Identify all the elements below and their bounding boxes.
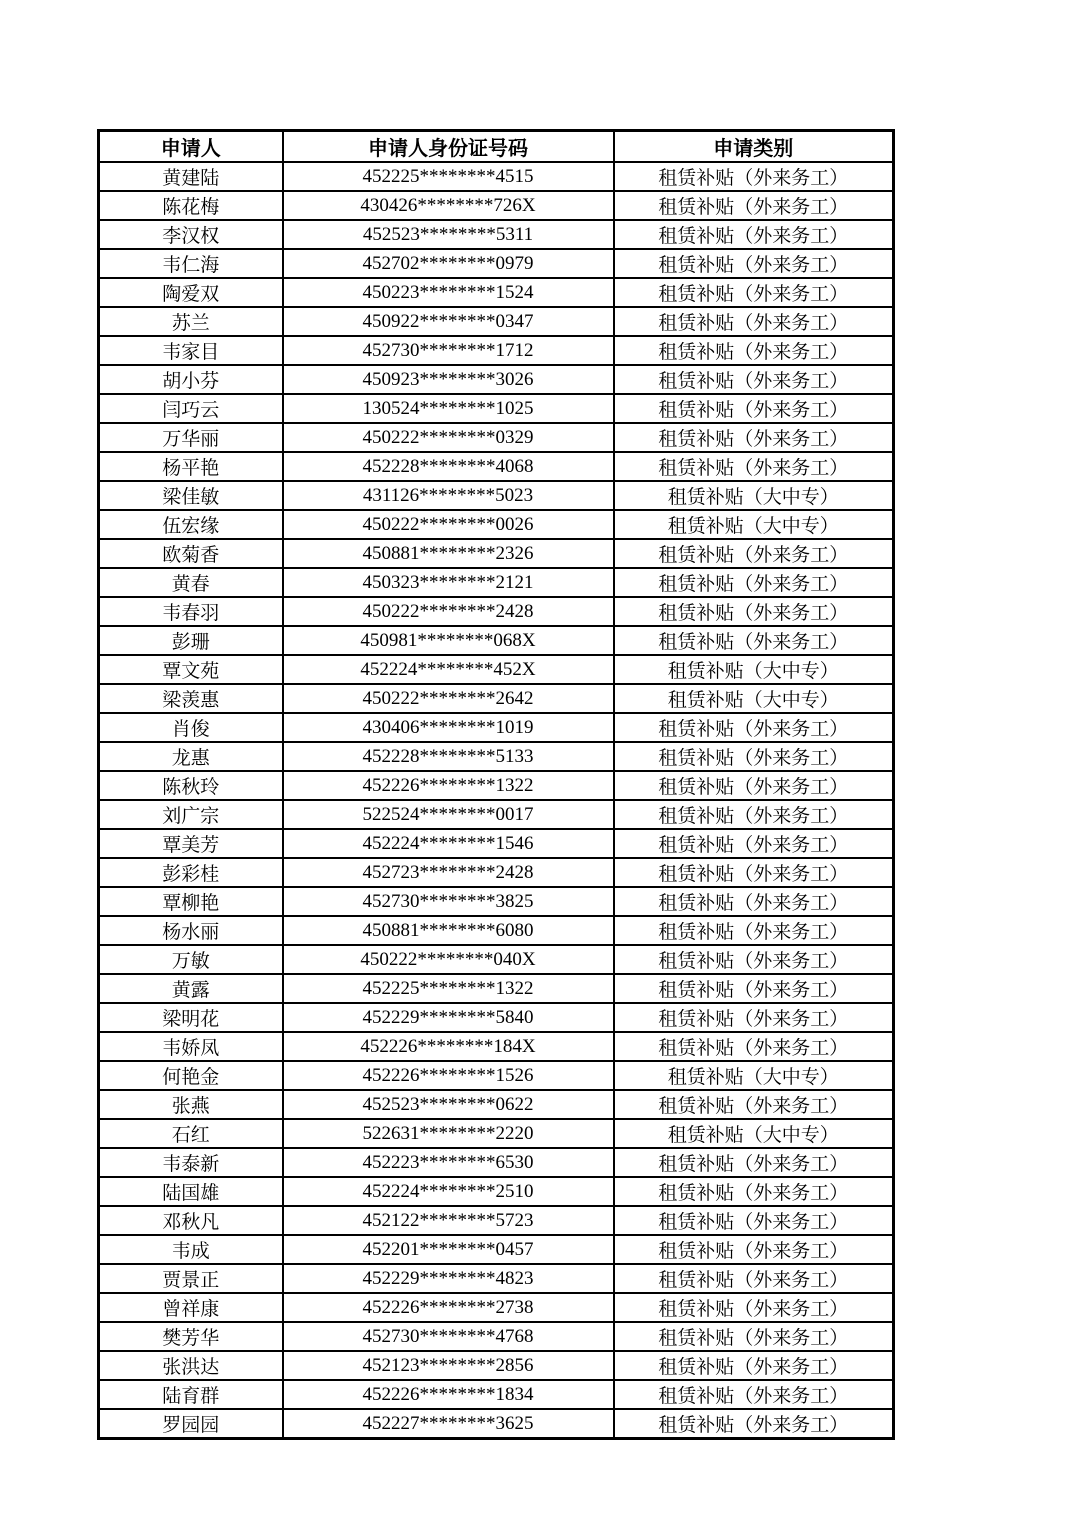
category-cell: 租赁补贴（外来务工）	[614, 365, 894, 394]
category-cell: 租赁补贴（外来务工）	[614, 1148, 894, 1177]
applicant-name-cell: 韦仁海	[99, 249, 283, 278]
table-row	[99, 800, 894, 829]
table-row	[99, 771, 894, 800]
applicant-name-cell: 邓秋凡	[99, 1206, 283, 1235]
applicant-name-cell: 覃柳艳	[99, 887, 283, 916]
applicant-name-cell: 李汉权	[99, 220, 283, 249]
table-row	[99, 713, 894, 742]
table-row	[99, 945, 894, 974]
category-cell: 租赁补贴（外来务工）	[614, 1264, 894, 1293]
applicant-name-cell: 苏兰	[99, 307, 283, 336]
id-number-cell: 452225********4515	[283, 162, 614, 191]
id-number-cell: 452225********1322	[283, 974, 614, 1003]
table-row	[99, 249, 894, 278]
table-row	[99, 974, 894, 1003]
applicant-name-cell: 石红	[99, 1119, 283, 1148]
applicant-name-cell: 韦春羽	[99, 597, 283, 626]
applicant-name-cell: 彭珊	[99, 626, 283, 655]
applicant-name-cell: 张燕	[99, 1090, 283, 1119]
applicant-name-cell: 陆育群	[99, 1380, 283, 1409]
id-number-cell: 452224********2510	[283, 1177, 614, 1206]
category-cell: 租赁补贴（外来务工）	[614, 1293, 894, 1322]
category-cell: 租赁补贴（外来务工）	[614, 597, 894, 626]
category-cell: 租赁补贴（外来务工）	[614, 568, 894, 597]
applicant-name-cell: 梁羡惠	[99, 684, 283, 713]
id-number-cell: 452723********2428	[283, 858, 614, 887]
applicant-name-cell: 万敏	[99, 945, 283, 974]
table-row	[99, 365, 894, 394]
table-row	[99, 307, 894, 336]
id-number-cell: 450881********2326	[283, 539, 614, 568]
applicant-name-cell: 黄建陆	[99, 162, 283, 191]
category-cell: 租赁补贴（外来务工）	[614, 1003, 894, 1032]
category-cell: 租赁补贴（外来务工）	[614, 1322, 894, 1351]
table-row	[99, 887, 894, 916]
id-number-cell: 452122********5723	[283, 1206, 614, 1235]
category-cell: 租赁补贴（外来务工）	[614, 1090, 894, 1119]
applicant-name-cell: 黄露	[99, 974, 283, 1003]
table-row	[99, 1003, 894, 1032]
category-cell: 租赁补贴（大中专）	[614, 1061, 894, 1090]
applicant-name-cell: 闫巧云	[99, 394, 283, 423]
category-cell: 租赁补贴（大中专）	[614, 655, 894, 684]
category-cell: 租赁补贴（大中专）	[614, 481, 894, 510]
category-cell: 租赁补贴（外来务工）	[614, 771, 894, 800]
category-cell: 租赁补贴（外来务工）	[614, 394, 894, 423]
header-applicant: 申请人	[99, 131, 283, 163]
applicant-name-cell: 彭彩桂	[99, 858, 283, 887]
table-row	[99, 1380, 894, 1409]
id-number-cell: 450923********3026	[283, 365, 614, 394]
category-cell: 租赁补贴（外来务工）	[614, 336, 894, 365]
table-row	[99, 162, 894, 191]
header-row	[99, 131, 894, 163]
table-row	[99, 858, 894, 887]
table-row	[99, 1235, 894, 1264]
category-cell: 租赁补贴（外来务工）	[614, 452, 894, 481]
applicants-table	[97, 129, 895, 1440]
applicant-name-cell: 覃美芳	[99, 829, 283, 858]
table-row	[99, 1322, 894, 1351]
table-row	[99, 655, 894, 684]
category-cell: 租赁补贴（外来务工）	[614, 1032, 894, 1061]
applicant-name-cell: 曾祥康	[99, 1293, 283, 1322]
table-row	[99, 452, 894, 481]
table-row	[99, 568, 894, 597]
category-cell: 租赁补贴（外来务工）	[614, 713, 894, 742]
id-number-cell: 452226********1322	[283, 771, 614, 800]
table-row	[99, 1119, 894, 1148]
id-number-cell: 450222********2642	[283, 684, 614, 713]
id-number-cell: 450881********6080	[283, 916, 614, 945]
applicant-name-cell: 罗园园	[99, 1409, 283, 1439]
id-number-cell: 450222********0329	[283, 423, 614, 452]
table-row	[99, 1351, 894, 1380]
table-header	[99, 131, 894, 163]
applicant-name-cell: 胡小芬	[99, 365, 283, 394]
id-number-cell: 452223********6530	[283, 1148, 614, 1177]
category-cell: 租赁补贴（外来务工）	[614, 278, 894, 307]
applicant-name-cell: 韦娇凤	[99, 1032, 283, 1061]
table-row	[99, 1148, 894, 1177]
id-number-cell: 452226********2738	[283, 1293, 614, 1322]
table-row	[99, 1032, 894, 1061]
applicant-name-cell: 杨平艳	[99, 452, 283, 481]
applicant-name-cell: 何艳金	[99, 1061, 283, 1090]
table-row	[99, 394, 894, 423]
applicant-name-cell: 张洪达	[99, 1351, 283, 1380]
applicant-name-cell: 陆国雄	[99, 1177, 283, 1206]
table-row	[99, 1061, 894, 1090]
table-row	[99, 423, 894, 452]
table-row	[99, 597, 894, 626]
category-cell: 租赁补贴（外来务工）	[614, 858, 894, 887]
id-number-cell: 452229********5840	[283, 1003, 614, 1032]
id-number-cell: 452702********0979	[283, 249, 614, 278]
id-number-cell: 452730********1712	[283, 336, 614, 365]
category-cell: 租赁补贴（外来务工）	[614, 626, 894, 655]
category-cell: 租赁补贴（外来务工）	[614, 220, 894, 249]
table-row	[99, 220, 894, 249]
id-number-cell: 130524********1025	[283, 394, 614, 423]
category-cell: 租赁补贴（外来务工）	[614, 916, 894, 945]
category-cell: 租赁补贴（大中专）	[614, 684, 894, 713]
header-id-number: 申请人身份证号码	[283, 131, 614, 163]
applicant-name-cell: 黄春	[99, 568, 283, 597]
table-row	[99, 539, 894, 568]
category-cell: 租赁补贴（外来务工）	[614, 191, 894, 220]
category-cell: 租赁补贴（外来务工）	[614, 1235, 894, 1264]
id-number-cell: 452227********3625	[283, 1409, 614, 1439]
id-number-cell: 452224********1546	[283, 829, 614, 858]
id-number-cell: 452228********4068	[283, 452, 614, 481]
applicant-name-cell: 陈花梅	[99, 191, 283, 220]
category-cell: 租赁补贴（外来务工）	[614, 1351, 894, 1380]
applicant-name-cell: 龙惠	[99, 742, 283, 771]
id-number-cell: 452123********2856	[283, 1351, 614, 1380]
id-number-cell: 452226********1526	[283, 1061, 614, 1090]
id-number-cell: 452730********4768	[283, 1322, 614, 1351]
applicant-name-cell: 陶爱双	[99, 278, 283, 307]
id-number-cell: 452224********452X	[283, 655, 614, 684]
id-number-cell: 450222********040X	[283, 945, 614, 974]
applicant-name-cell: 梁明花	[99, 1003, 283, 1032]
header-category: 申请类别	[614, 131, 894, 163]
table-row	[99, 481, 894, 510]
category-cell: 租赁补贴（外来务工）	[614, 945, 894, 974]
applicant-name-cell: 刘广宗	[99, 800, 283, 829]
table-row	[99, 742, 894, 771]
applicant-name-cell: 万华丽	[99, 423, 283, 452]
id-number-cell: 450223********1524	[283, 278, 614, 307]
table-row	[99, 684, 894, 713]
table-row	[99, 1264, 894, 1293]
category-cell: 租赁补贴（外来务工）	[614, 307, 894, 336]
id-number-cell: 452228********5133	[283, 742, 614, 771]
category-cell: 租赁补贴（外来务工）	[614, 423, 894, 452]
category-cell: 租赁补贴（外来务工）	[614, 249, 894, 278]
applicant-name-cell: 陈秋玲	[99, 771, 283, 800]
table-body	[99, 162, 894, 1439]
id-number-cell: 450222********0026	[283, 510, 614, 539]
id-number-cell: 452229********4823	[283, 1264, 614, 1293]
id-number-cell: 450922********0347	[283, 307, 614, 336]
table-row	[99, 1409, 894, 1439]
table-row	[99, 1206, 894, 1235]
id-number-cell: 452523********0622	[283, 1090, 614, 1119]
id-number-cell: 452730********3825	[283, 887, 614, 916]
category-cell: 租赁补贴（大中专）	[614, 1119, 894, 1148]
category-cell: 租赁补贴（大中专）	[614, 510, 894, 539]
category-cell: 租赁补贴（外来务工）	[614, 800, 894, 829]
category-cell: 租赁补贴（外来务工）	[614, 887, 894, 916]
applicant-name-cell: 贾景正	[99, 1264, 283, 1293]
id-number-cell: 430406********1019	[283, 713, 614, 742]
id-number-cell: 452226********184X	[283, 1032, 614, 1061]
applicant-name-cell: 伍宏缘	[99, 510, 283, 539]
id-number-cell: 452201********0457	[283, 1235, 614, 1264]
applicant-name-cell: 肖俊	[99, 713, 283, 742]
category-cell: 租赁补贴（外来务工）	[614, 539, 894, 568]
table-row	[99, 626, 894, 655]
category-cell: 租赁补贴（外来务工）	[614, 1206, 894, 1235]
id-number-cell: 450981********068X	[283, 626, 614, 655]
applicant-name-cell: 梁佳敏	[99, 481, 283, 510]
applicant-name-cell: 樊芳华	[99, 1322, 283, 1351]
category-cell: 租赁补贴（外来务工）	[614, 162, 894, 191]
id-number-cell: 450222********2428	[283, 597, 614, 626]
applicant-name-cell: 欧菊香	[99, 539, 283, 568]
category-cell: 租赁补贴（外来务工）	[614, 829, 894, 858]
table-row	[99, 916, 894, 945]
applicant-name-cell: 韦泰新	[99, 1148, 283, 1177]
category-cell: 租赁补贴（外来务工）	[614, 1177, 894, 1206]
table-row	[99, 1090, 894, 1119]
category-cell: 租赁补贴（外来务工）	[614, 1409, 894, 1439]
applicant-name-cell: 杨水丽	[99, 916, 283, 945]
applicant-name-cell: 覃文苑	[99, 655, 283, 684]
table-row	[99, 829, 894, 858]
id-number-cell: 452523********5311	[283, 220, 614, 249]
table-row	[99, 510, 894, 539]
table-row	[99, 1293, 894, 1322]
id-number-cell: 450323********2121	[283, 568, 614, 597]
applicant-name-cell: 韦家目	[99, 336, 283, 365]
category-cell: 租赁补贴（外来务工）	[614, 1380, 894, 1409]
applicant-name-cell: 韦成	[99, 1235, 283, 1264]
table-row	[99, 1177, 894, 1206]
table-row	[99, 191, 894, 220]
id-number-cell: 431126********5023	[283, 481, 614, 510]
id-number-cell: 522524********0017	[283, 800, 614, 829]
category-cell: 租赁补贴（外来务工）	[614, 742, 894, 771]
table-row	[99, 278, 894, 307]
table-row	[99, 336, 894, 365]
id-number-cell: 522631********2220	[283, 1119, 614, 1148]
id-number-cell: 452226********1834	[283, 1380, 614, 1409]
category-cell: 租赁补贴（外来务工）	[614, 974, 894, 1003]
id-number-cell: 430426********726X	[283, 191, 614, 220]
